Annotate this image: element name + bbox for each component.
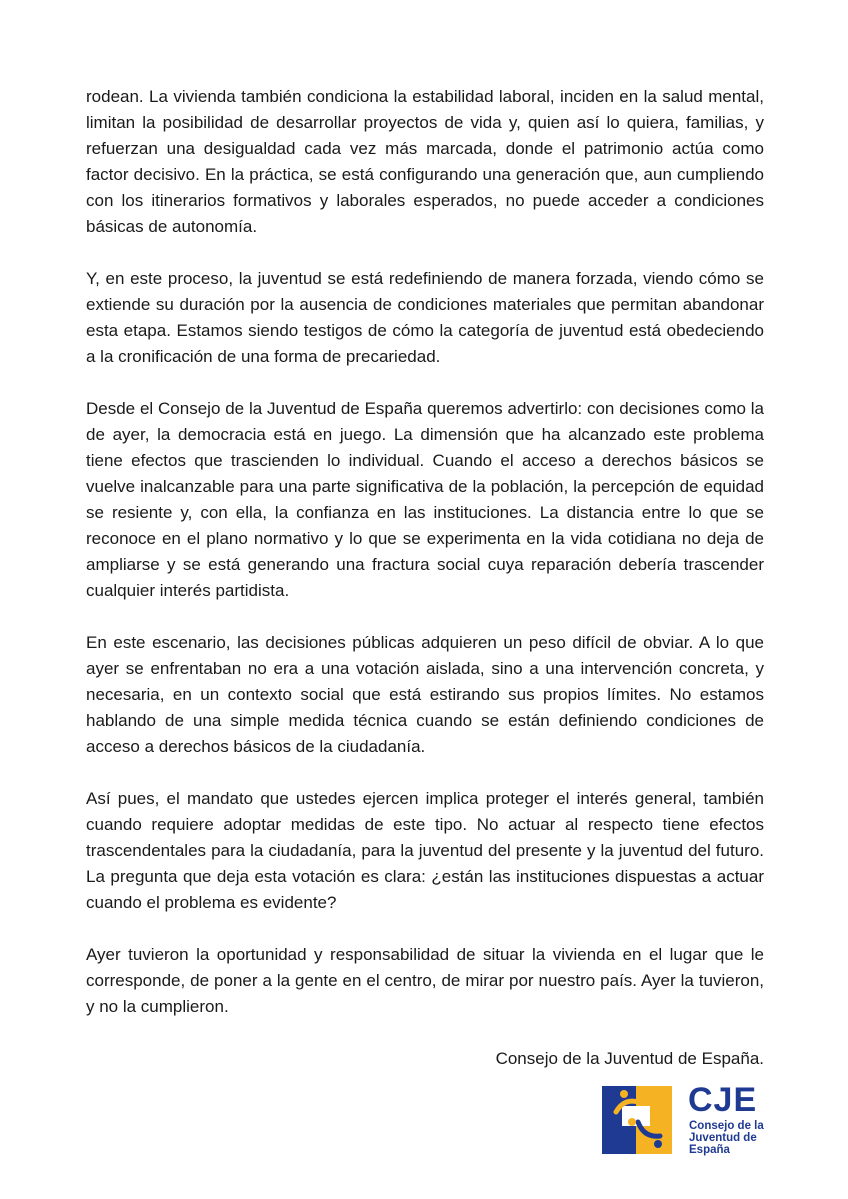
paragraph: Desde el Consejo de la Juventud de España queremos advertirlo: con decisiones como la de ayer, la democracia está en juego. La dimensión que ha alcanzado este problema tiene efectos que trascienden lo individual. Cuando el acceso a derechos básicos se vuelve inalcanzable para una parte significativa de la población, la percepción de equidad se resiente y, con ella, la confianza en las instituciones. La distancia entre lo que se reconoce en el plano normativo y lo que se experimenta en la vida cotidiana no deja de ampliarse y se está generando una fractura social cuya reparación debería trascender cualquier interés partidista. [86,399,764,600]
paragraph: Así pues, el mandato que ustedes ejercen implica proteger el interés general, también cuando requiere adoptar medidas de este tipo. No actuar al respecto tiene efectos trascendentales para la ciudadanía, para la juventud del presente y la juventud del futuro. La pregunta que deja esta votación es clara: ¿están las instituciones dispuestas a actuar cuando el problema es evidente? [86,789,764,912]
logo-name-line: Consejo de la [689,1120,764,1132]
letter-body [86,84,764,1072]
cje-logo [602,1082,772,1162]
paragraph: Y, en este proceso, la juventud se está redefiniendo de manera forzada, viendo cómo se extiende su duración por la ausencia de condiciones materiales que permitan abandonar esta etapa. Estamos siendo testigos de cómo la categoría de juventud está obedeciendo a la cronificación de una forma de precariedad. [86,269,764,366]
cje-logo-mark-icon [602,1082,672,1154]
logo-name-line: España [689,1144,730,1156]
paragraph: rodean. La vivienda también condiciona la estabilidad laboral, inciden en la salud mental, limitan la posibilidad de desarrollar proyectos de vida y, quien así lo quiera, familias, y refuerzan una desigualdad cada vez más marcada, donde el patrimonio actúa como factor decisivo. En la práctica, se está configurando una generación que, aun cumpliendo con los itinerarios formativos y laborales esperados, no puede acceder a condiciones básicas de autonomía. [86,87,764,236]
logo-name [689,1120,779,1156]
paragraph: Ayer tuvieron la oportunidad y responsabilidad de situar la vivienda en el lugar que le corresponde, de poner a la gente en el centro, de mirar por nuestro país. Ayer la tuvieron, y no la cumplieron. [86,945,764,1016]
logo-abbreviation: CJE [688,1081,758,1119]
paragraph: En este escenario, las decisiones públicas adquieren un peso difícil de obviar. A lo que ayer se enfrentaban no era a una votación aislada, sino a una intervención concreta, y necesaria, en un contexto social que está estirando sus propios límites. No estamos hablando de una simple medida técnica cuando se están definiendo condiciones de acceso a derechos básicos de la ciudadanía. [86,633,764,756]
logo-name-line: Juventud de [689,1132,757,1144]
signature: Consejo de la Juventud de España. [495,1049,764,1068]
